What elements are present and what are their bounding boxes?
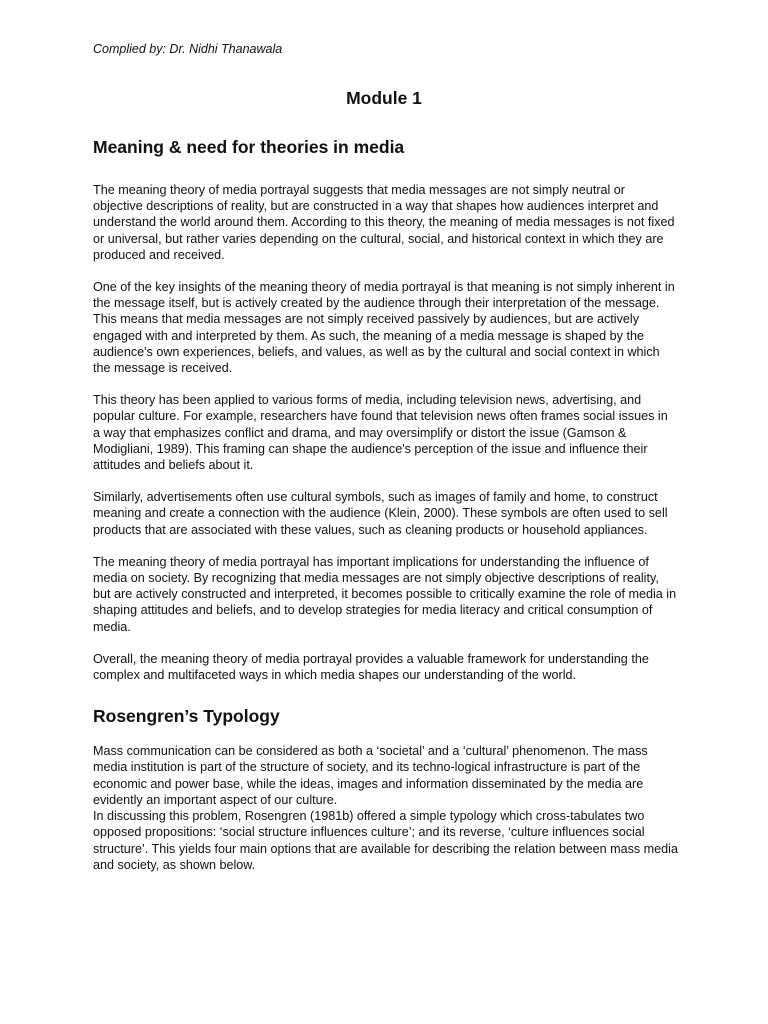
paragraph: The meaning theory of media portrayal suggests that media messages are not simply neutral or objective descriptions of reality, but are constructed in a way that shapes how audiences interpret and understand the world around them. According to this theory, the meaning of media messages is not fixed or universal, but rather varies depending on the cultural, social, and historical context in which they are produced and received. <box>93 183 675 262</box>
section-heading-meaning: Meaning & need for theories in media <box>93 137 405 157</box>
section-heading-rosengren: Rosengren’s Typology <box>93 706 280 727</box>
paragraph: Overall, the meaning theory of media portrayal provides a valuable framework for understanding the complex and multifaceted ways in which media shapes our understanding of the world. <box>93 651 649 683</box>
document-body <box>93 136 678 873</box>
paragraph: This theory has been applied to various forms of media, including television news, advertising, and popular culture. For example, researchers have found that television news often frames social issues in a way that emphasizes conflict and drama, and may oversimplify or distort the issue (Gamson & Modigliani, 1989). This framing can shape the audience's perception of the issue and influence their attitudes and beliefs about it. <box>93 393 668 473</box>
compiler-note: Complied by: Dr. Nidhi Thanawala <box>93 42 283 56</box>
paragraph: In discussing this problem, Rosengren (1981b) offered a simple typology which cross-tabulates two opposed propositions: ‘social structure influences culture’; and its reverse, ‘culture influences social structure’. This yields four main options that are available for describing the relation between mass media and society, as shown below. <box>93 809 678 872</box>
paragraph: One of the key insights of the meaning theory of media portrayal is that meaning is not simply inherent in the message itself, but is actively created by the audience through their interpretation of the message. This means that media messages are not simply received passively by audiences, but are actively engaged with and interpreted by them. As such, the meaning of a media message is shaped by the audience's own experiences, beliefs, and values, as well as by the cultural and social context in which the message is received. <box>93 280 675 376</box>
paragraph: The meaning theory of media portrayal has important implications for understanding the influence of media on society. By recognizing that media messages are not simply objective descriptions of reality, but are actively constructed and interpreted, it becomes possible to critically examine the role of media in shaping attitudes and beliefs, and to develop strategies for media literacy and critical consumption of media. <box>93 554 677 634</box>
paragraph: Mass communication can be considered as both a ‘societal’ and a ‘cultural’ phenomenon. The mass media institution is part of the structure of society, and its techno-logical infrastructure is part of the economic and power base, while the ideas, images and information disseminated by the media are evidently an important aspect of our culture. <box>93 744 648 807</box>
module-title: Module 1 <box>346 88 422 108</box>
paragraph: Similarly, advertisements often use cultural symbols, such as images of family and home, to construct meaning and create a connection with the audience (Klein, 2000). These symbols are often used to sell products that are associated with these values, such as cleaning products or household appliances. <box>93 490 668 537</box>
